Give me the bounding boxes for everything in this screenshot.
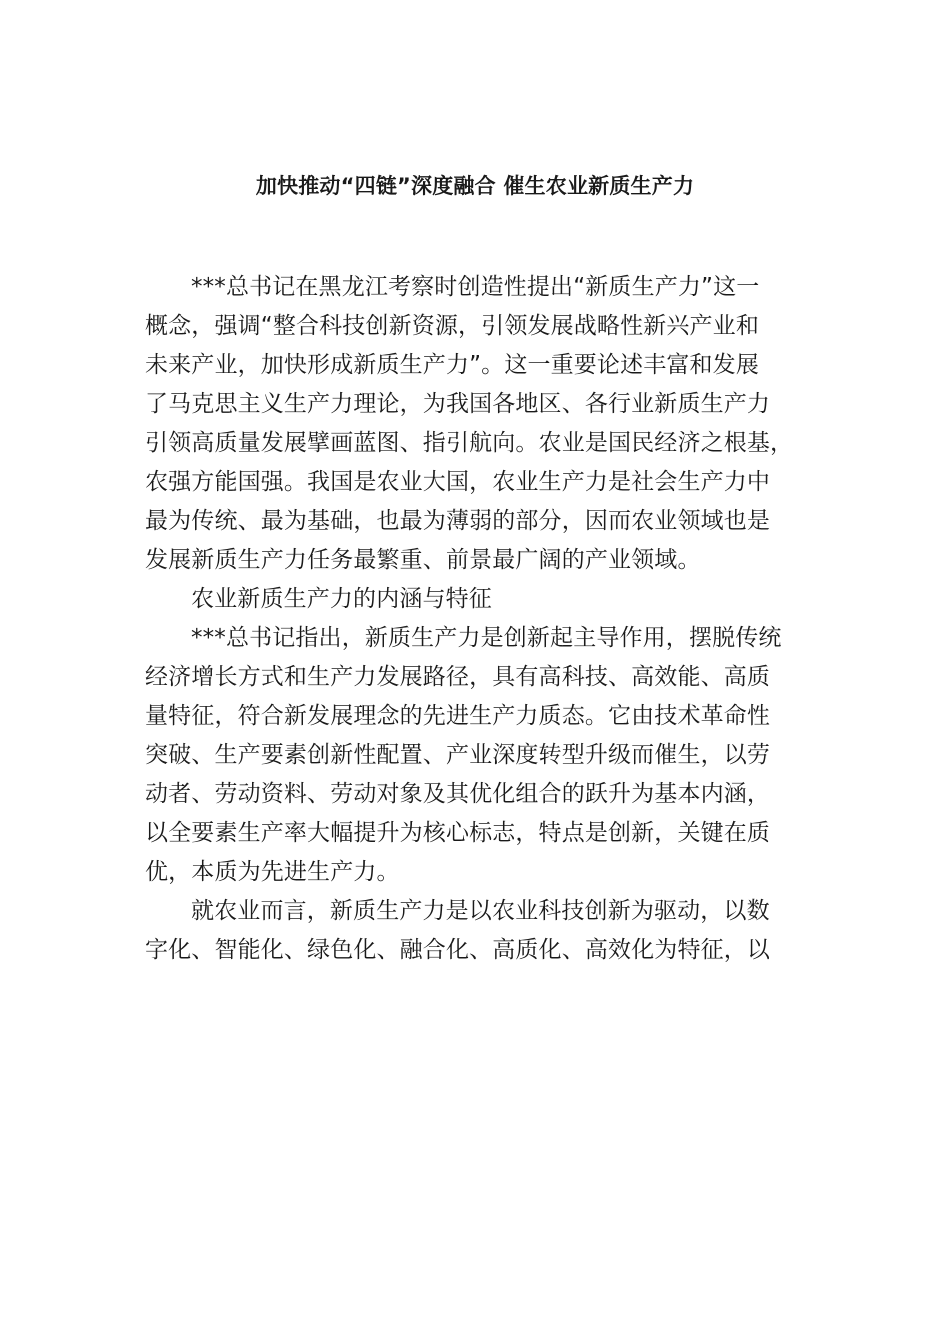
body-line: 最为传统、最为基础，也最为薄弱的部分，因而农业领域也是 [145, 508, 771, 534]
body-line: 未来产业，加快形成新质生产力”。这一重要论述丰富和发展 [145, 352, 759, 378]
body-line: ***总书记在黑龙江考察时创造性提出“新质生产力”这一 [191, 274, 760, 300]
body-line: ***总书记指出，新质生产力是创新起主导作用，摆脱传统 [191, 625, 782, 651]
body-line: 字化、智能化、绿色化、融合化、高质化、高效化为特征，以 [145, 937, 771, 963]
body-line: 概念，强调“整合科技创新资源，引领发展战略性新兴产业和 [145, 313, 759, 339]
body-line: 发展新质生产力任务最繁重、前景最广阔的产业领域。 [145, 547, 701, 573]
body-line: 以全要素生产率大幅提升为核心标志，特点是创新，关键在质 [145, 820, 771, 846]
document-title: 加快推动“四链”深度融合 催生农业新质生产力 [255, 174, 695, 198]
body-line: 了马克思主义生产力理论，为我国各地区、各行业新质生产力 [145, 391, 771, 417]
body-line: 突破、生产要素创新性配置、产业深度转型升级而催生，以劳 [145, 742, 771, 768]
document-body [145, 268, 810, 970]
body-line: 动者、劳动资料、劳动对象及其优化组合的跃升为基本内涵， [145, 781, 771, 807]
body-line: 优，本质为先进生产力。 [145, 859, 400, 885]
body-line: 引领高质量发展擘画蓝图、指引航向。农业是国民经济之根基， [145, 430, 794, 456]
body-line: 经济增长方式和生产力发展路径，具有高科技、高效能、高质 [145, 664, 771, 690]
body-line: 就农业而言，新质生产力是以农业科技创新为驱动，以数 [191, 898, 770, 924]
body-line: 量特征，符合新发展理念的先进生产力质态。它由技术革命性 [145, 703, 771, 729]
section-heading: 农业新质生产力的内涵与特征 [191, 586, 492, 612]
body-line: 农强方能国强。我国是农业大国，农业生产力是社会生产力中 [145, 469, 771, 495]
